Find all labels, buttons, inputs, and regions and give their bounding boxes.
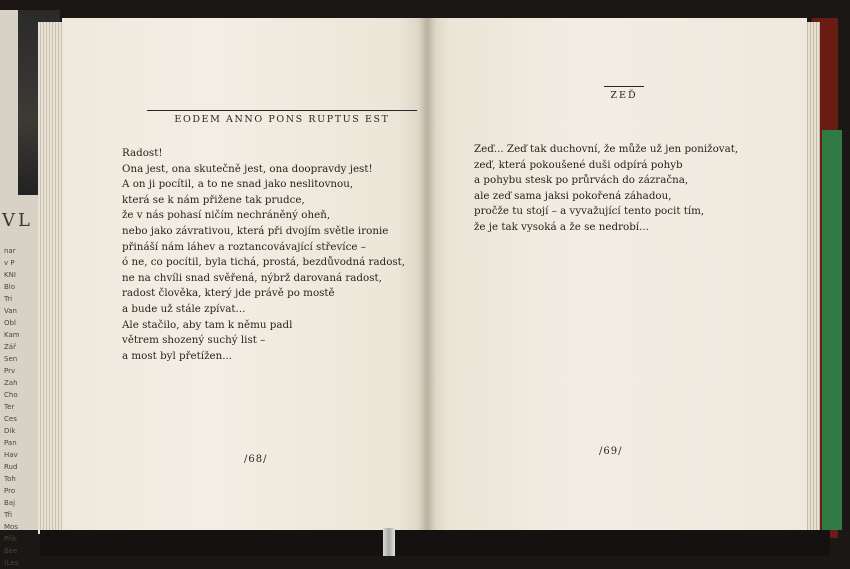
poem-line: přináší nám láhev a roztancovávající střevíce – (122, 240, 366, 253)
left-poem (122, 146, 422, 364)
poem-line: ale zeď sama jaksi pokořená záhadou, (474, 189, 672, 202)
poem-line: a pohybu stesk po průrvách do zázračna, (474, 174, 689, 187)
spine-line: Rud (4, 463, 18, 471)
left-page (62, 18, 427, 533)
spine-line: (Les (4, 559, 19, 567)
spine-line: Dik (4, 427, 16, 435)
book-gutter (418, 18, 436, 533)
spine-line: Hav (4, 451, 18, 459)
poem-line: A on ji pocítil, a to ne snad jako neslitovnou, (122, 178, 354, 191)
spine-line: Bee (4, 547, 18, 555)
spine-line: Pro (4, 487, 16, 495)
spine-line: Ces (4, 415, 17, 423)
poem-line: a bude už stále zpívat... (122, 302, 246, 315)
spine-line: Kam (4, 331, 20, 339)
poem-line: nebo jako závrativou, která při dvojím světle ironie (122, 224, 389, 237)
spine-line: Baj (4, 499, 16, 507)
spine-line: Obl (4, 319, 16, 327)
poem-line: pročže tu stojí – a vyvažující tento pocit tím, (474, 205, 705, 218)
spine-line: Sen (4, 355, 18, 363)
spine-line: Ter (4, 403, 15, 411)
spine-line: Toh (4, 475, 16, 483)
bookmark-ribbon (383, 528, 395, 556)
spine-line: Zář (4, 343, 16, 351)
spine-line: Cho (4, 391, 18, 399)
poem-line: radost člověka, který jde právě po mostě (122, 287, 335, 300)
bottom-shadow (40, 530, 830, 556)
left-page-heading: EODEM ANNO PONS RUPTUS EST (147, 110, 417, 125)
background-book-title: VL (2, 210, 33, 231)
poem-line: Radost! (122, 147, 163, 159)
poem-line: větrem shozený suchý list – (122, 334, 266, 347)
right-page-heading: ZEĎ (604, 86, 644, 101)
spine-line: Blo (4, 283, 16, 291)
poem-line: která se k nám přižene tak prudce, (122, 193, 305, 206)
spine-line: Tri (4, 295, 13, 303)
spine-line: Pan (4, 439, 17, 447)
spine-line: Zah (4, 379, 18, 387)
poem-line: že je tak vysoká a že se nedrobí... (474, 220, 649, 233)
spine-line: Van (4, 307, 17, 315)
right-poem (474, 142, 784, 236)
spine-line: KNI (4, 271, 16, 279)
poem-line: zeď, která pokoušené duši odpírá pohyb (474, 158, 683, 171)
poem-line: a most byl přetížen... (122, 349, 233, 362)
poem-line: Ale stačilo, aby tam k němu padl (122, 318, 293, 331)
green-ribbon (822, 130, 842, 530)
spine-line: v P (4, 259, 15, 267)
spine-line: Tři (4, 511, 13, 519)
poem-line: Zeď... Zeď tak duchovní, že může už jen ponižovat, (474, 143, 739, 155)
right-page (427, 18, 807, 533)
poem-line: ó ne, co pocítil, byla tichá, prostá, bezdůvodná radost, (122, 256, 406, 269)
spine-line: Přík (4, 535, 17, 543)
spine-line: Mos (4, 523, 18, 531)
spine-line: nar (4, 247, 16, 255)
spine-line: Prv (4, 367, 16, 375)
left-page-number: /68/ (244, 454, 268, 465)
right-page-number: /69/ (599, 446, 623, 457)
poem-line: že v nás pohasí ničím nechráněný oheň, (122, 209, 331, 222)
poem-line: Ona jest, ona skutečně jest, ona doopravdy jest! (122, 162, 373, 175)
poem-line: ne na chvíli snad svěřená, nýbrž darovaná radost, (122, 271, 382, 284)
